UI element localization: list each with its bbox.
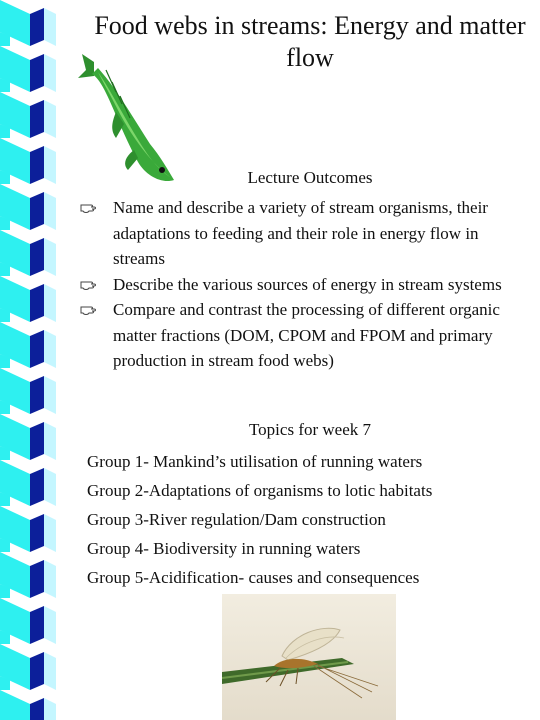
outcomes-list bbox=[80, 195, 530, 374]
slide-title: Food webs in streams: Energy and matter flow bbox=[94, 11, 526, 72]
pointing-hand-icon bbox=[80, 277, 98, 291]
outcomes-heading: Lecture Outcomes bbox=[247, 168, 373, 187]
topics-list bbox=[87, 447, 432, 592]
list-item: Group 4- Biodiversity in running waters bbox=[87, 539, 361, 558]
list-item bbox=[80, 195, 530, 272]
outcome-text: Compare and contrast the processing of different organic matter fractions (DOM, CPOM and FPOM and primary production in stream food webs) bbox=[113, 300, 500, 370]
list-item: Group 3-River regulation/Dam construction bbox=[87, 510, 386, 529]
decorative-ribbon-border bbox=[0, 0, 60, 720]
outcome-text: Name and describe a variety of stream organisms, their adaptations to feeding and their role in energy flow in streams bbox=[113, 198, 488, 268]
pointing-hand-icon bbox=[80, 200, 98, 214]
outcome-text: Describe the various sources of energy in stream systems bbox=[113, 274, 502, 294]
list-item: Group 1- Mankind’s utilisation of running waters bbox=[87, 452, 423, 471]
mayfly-photo bbox=[222, 594, 396, 720]
list-item: Group 2-Adaptations of organisms to lotic habitats bbox=[87, 481, 433, 500]
topics-heading: Topics for week 7 bbox=[248, 420, 372, 439]
list-item: Group 5-Acidification- causes and consequences bbox=[87, 568, 420, 587]
pointing-hand-icon bbox=[80, 302, 98, 316]
list-item bbox=[80, 272, 530, 298]
list-item bbox=[80, 297, 530, 374]
